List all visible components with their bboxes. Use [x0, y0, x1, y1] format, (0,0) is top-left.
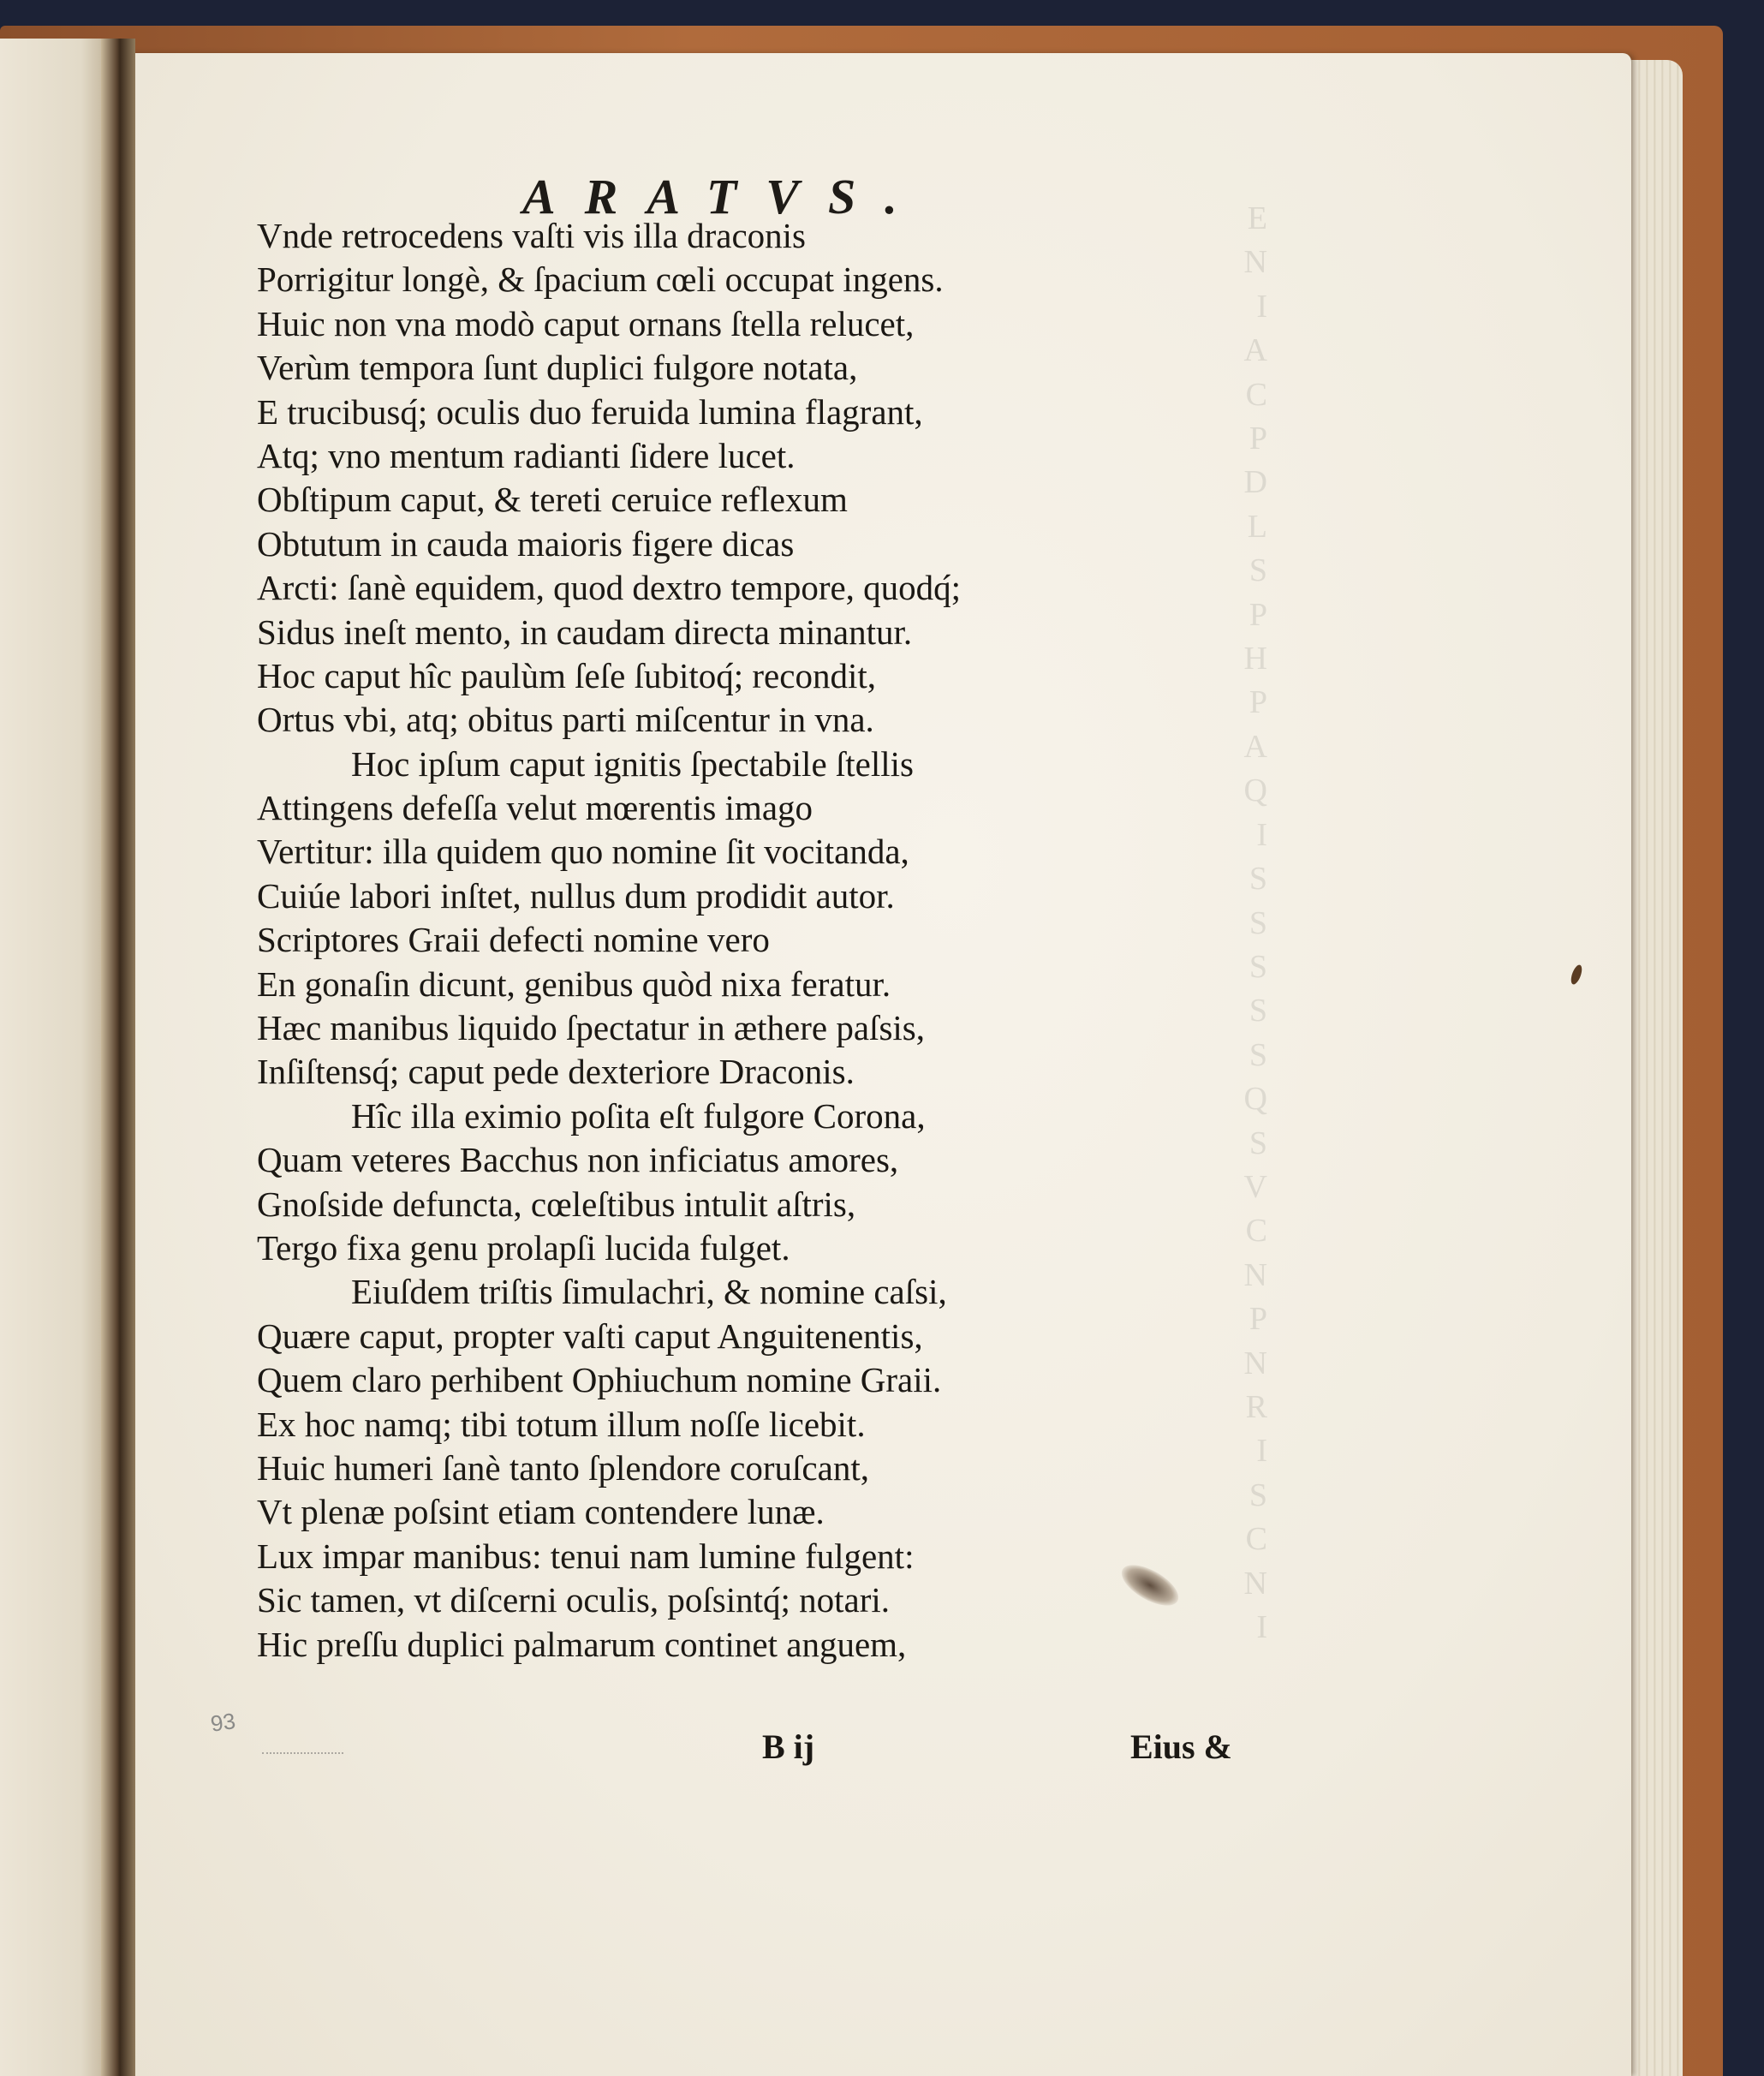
- verse-line: Atq; vno mentum radianti ſidere lucet.: [257, 435, 796, 475]
- verse-line: Ex hoc namq; tibi totum illum noſſe licebit.: [257, 1404, 866, 1444]
- show-through-text: E N I A C P D L S P H P A Q I S S S S S Q S V C N P N R I S C N I: [1243, 200, 1267, 1645]
- verse-line: En gonaſin dicunt, genibus quòd nixa feratur.: [257, 963, 891, 1004]
- verse-line: Quem claro perhibent Ophiuchum nomine Graii.: [257, 1360, 942, 1400]
- verse-line: Hoc ipſum caput ignitis ſpectabile ſtellis: [351, 743, 915, 784]
- verse-line: E trucibusq́; oculis duo feruida lumina flagrant,: [257, 391, 923, 432]
- verse-line: Hîc illa eximio poſita eſt fulgore Corona,: [351, 1095, 926, 1136]
- verse-line: Quam veteres Bacchus non inficiatus amores,: [257, 1140, 899, 1180]
- verse-line: Gnoſside defuncta, cœleſtibus intulit aſtris,: [257, 1184, 856, 1224]
- verse-line: Hoc caput hîc paulùm ſeſe ſubitoq́; recondit,: [257, 655, 876, 695]
- book-gutter: [101, 39, 135, 2076]
- verse-line: Obſtipum caput, & tereti ceruice reflexum: [257, 480, 848, 520]
- verse-line: Inſiſtensq́; caput pede dexteriore Draconis.: [257, 1052, 855, 1092]
- verse-line: Cuiúe labori inſtet, nullus dum prodidit autor.: [257, 875, 895, 916]
- running-title: ARATVS.: [522, 169, 927, 224]
- verse-line: Quære caput, propter vaſti caput Anguitenentis,: [257, 1315, 923, 1356]
- verse-line: Arcti: ſanè equidem, quod dextro tempore, quodq́;: [257, 568, 962, 608]
- verse-line: Hæc manibus liquido ſpectatur in æthere paſsis,: [257, 1008, 926, 1048]
- verse-line: Lux impar manibus: tenui nam lumine fulgent:: [257, 1536, 915, 1576]
- signature-mark: B ij: [762, 1727, 815, 1766]
- verse-line: Verùm tempora ſunt duplici fulgore notata,: [257, 348, 858, 388]
- verse-line: Huic non vna modò caput ornans ſtella relucet,: [257, 303, 915, 343]
- verse-line: Eiuſdem triſtis ſimulachri, & nomine caſsi,: [351, 1272, 947, 1312]
- verse-line: Attingens defeſſa velut mœrentis imago: [257, 788, 813, 828]
- verse-line: Hic preſſu duplici palmarum continet anguem,: [257, 1624, 907, 1664]
- verse-line: Ortus vbi, atq; obitus parti miſcentur in vna.: [257, 700, 874, 740]
- verse-line: Obtutum in cauda maioris figere dicas: [257, 523, 795, 564]
- verse-line: Porrigitur longè, & ſpacium cœli occupat ingens.: [257, 260, 944, 300]
- verse-line: Vnde retrocedens vaſti vis illa draconis: [257, 216, 806, 255]
- verse-line: Tergo fixa genu prolapſi lucida fulget.: [257, 1227, 790, 1268]
- verse-line: Vt plenæ poſsint etiam contendere lunæ.: [257, 1492, 825, 1532]
- faded-mark: [262, 1721, 343, 1754]
- pencil-annotation: 93: [208, 1708, 237, 1737]
- verse-line: Vertitur: illa quidem quo nomine ſit vocitanda,: [257, 832, 909, 872]
- facing-page-edge: [0, 39, 116, 2076]
- verse-line: Sidus ineſt mento, in caudam directa minantur.: [257, 611, 913, 652]
- catchword: Eius &: [1130, 1727, 1232, 1766]
- verse-text: [257, 214, 1267, 1667]
- verse-line: Scriptores Graii defecti nomine vero: [257, 920, 770, 960]
- verse-line: Sic tamen, vt diſcerni oculis, poſsintq́; notari.: [257, 1580, 891, 1620]
- verse-line: Huic humeri ſanè tanto ſplendore coruſcant,: [257, 1447, 869, 1488]
